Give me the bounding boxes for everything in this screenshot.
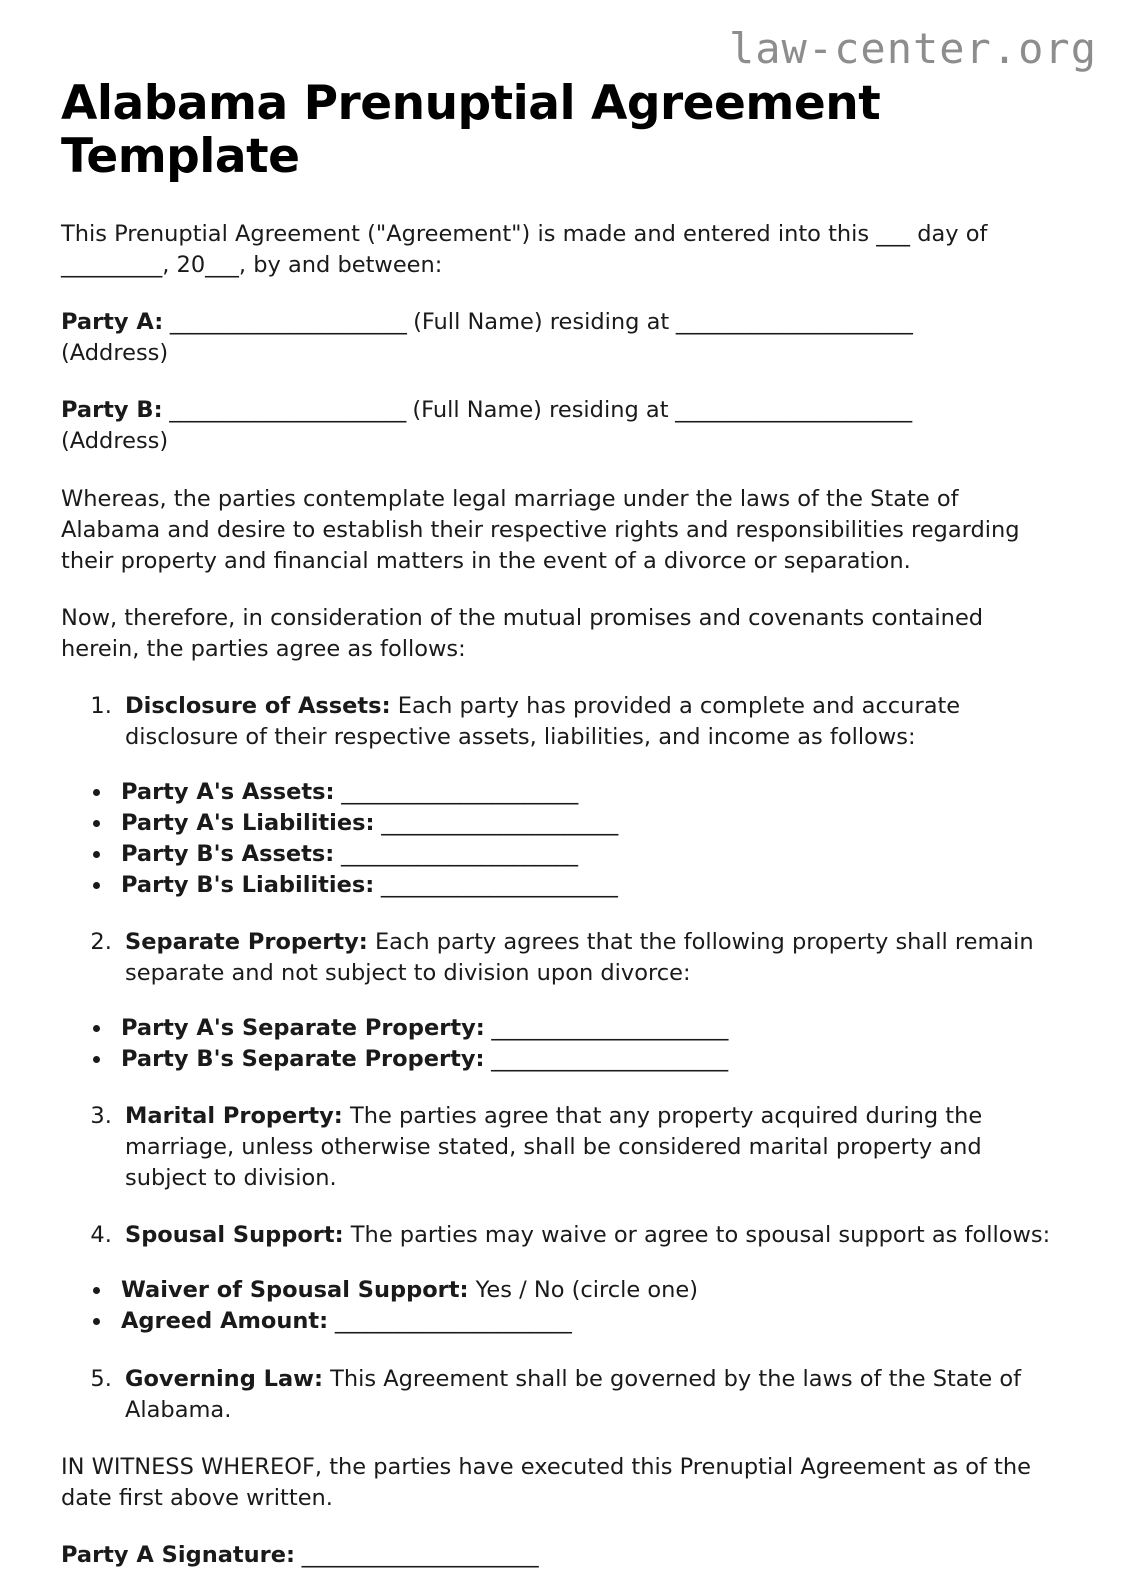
spacer [61, 1338, 1060, 1364]
clause-body: The parties agree that any property acquired during the marriage, unless otherwise stated, shall be considered marital property and subject to division. [125, 1103, 983, 1192]
spacer [61, 1194, 1060, 1220]
party-a-middle-text: (Full Name) residing at [413, 309, 670, 336]
clause-heading: Spousal Support: [125, 1222, 344, 1249]
spacer [61, 1075, 1060, 1101]
party-a-block [61, 307, 1060, 369]
party-a-name-blank: ______________________ [163, 309, 414, 336]
clause-item-spousal-support [119, 1220, 1060, 1251]
clause-item-marital-property [119, 1101, 1060, 1194]
spacer [61, 1426, 1060, 1452]
list-item [113, 839, 1060, 870]
clause-heading: Separate Property: [125, 929, 368, 956]
clause-item-governing-law [119, 1364, 1060, 1426]
signature-block [61, 1540, 1060, 1571]
disclosure-item-label: Party A's Liabilities: [121, 809, 375, 836]
list-item [113, 1044, 1060, 1075]
spacer [61, 989, 1060, 1013]
party-b-name-blank: ______________________ [162, 397, 413, 424]
signature-blank: ______________________ [295, 1541, 539, 1568]
separate-property-items-list [61, 1013, 1060, 1075]
clause-body: Each party has provided a complete and accurate disclosure of their respective assets, liabilities, and income as follows: [125, 692, 961, 750]
disclosure-item-blank: ______________________ [334, 778, 578, 805]
clause-list-2 [61, 927, 1060, 989]
now-therefore-paragraph: Now, therefore, in consideration of the mutual promises and covenants contained herein, the parties agree as follows: [61, 604, 984, 662]
clause-heading: Disclosure of Assets: [125, 692, 391, 719]
signature-label: Party A Signature: [61, 1541, 296, 1568]
party-a-address-note: (Address) [61, 340, 169, 367]
clause-body: This Agreement shall be governed by the laws of the State of Alabama. [125, 1365, 1022, 1423]
disclosure-items-list [61, 777, 1060, 901]
disclosure-item-blank: ______________________ [334, 840, 578, 867]
spacer [61, 901, 1060, 927]
spousal-support-label: Waiver of Spousal Support: [121, 1277, 469, 1304]
separate-property-label: Party B's Separate Property: [121, 1046, 485, 1073]
site-watermark: law-center.org [728, 24, 1097, 73]
party-b-middle-text: (Full Name) residing at [412, 397, 669, 424]
spousal-support-items-list [61, 1275, 1060, 1337]
disclosure-item-label: Party B's Assets: [121, 840, 335, 867]
list-item [113, 1275, 1060, 1306]
separate-property-blank: ______________________ [484, 1046, 728, 1073]
clause-body: Each party agrees that the following property shall remain separate and not subject to division upon divorce: [125, 929, 1034, 987]
witness-paragraph: IN WITNESS WHEREOF, the parties have executed this Prenuptial Agreement as of the date first above written. [61, 1453, 1031, 1511]
list-item [113, 1013, 1060, 1044]
party-a-address-blank: ______________________ [669, 309, 913, 336]
intro-paragraph: This Prenuptial Agreement ("Agreement") is made and entered into this ___ day of _________, 20___, by and between: [61, 221, 988, 279]
disclosure-item-label: Party B's Liabilities: [121, 872, 375, 898]
whereas-paragraph: Whereas, the parties contemplate legal marriage under the laws of the State of Alabama and desire to establish their respective rights and responsibilities regarding their property and financial matters in the event of a divorce or separation. [61, 485, 1020, 574]
list-item [113, 1306, 1060, 1337]
list-item [113, 870, 1060, 901]
party-b-address-note: (Address) [61, 428, 169, 455]
spousal-support-value: ______________________ [328, 1308, 572, 1335]
clause-heading: Governing Law: [125, 1365, 323, 1392]
disclosure-item-blank: ______________________ [374, 872, 618, 898]
party-b-label: Party B: [61, 397, 163, 424]
clause-list-3 [61, 1101, 1060, 1194]
clause-heading: Marital Property: [125, 1103, 343, 1130]
clause-list-1 [61, 691, 1060, 753]
list-item [113, 808, 1060, 839]
separate-property-label: Party A's Separate Property: [121, 1015, 485, 1042]
clause-item-separate-property [119, 927, 1060, 989]
party-a-label: Party A: [61, 309, 164, 336]
page-title: Alabama Prenuptial Agreement Template [61, 76, 881, 184]
spacer [61, 753, 1060, 777]
spacer [61, 1251, 1060, 1275]
clause-list-5 [61, 1364, 1060, 1426]
spousal-support-value: Yes / No (circle one) [468, 1277, 699, 1304]
disclosure-item-label: Party A's Assets: [121, 778, 335, 805]
disclosure-item-blank: ______________________ [374, 809, 618, 836]
party-b-block [61, 395, 1060, 457]
list-item [113, 777, 1060, 808]
clause-list-4 [61, 1220, 1060, 1251]
clause-body: The parties may waive or agree to spousal support as follows: [343, 1222, 1051, 1249]
spousal-support-label: Agreed Amount: [121, 1308, 329, 1335]
separate-property-blank: ______________________ [484, 1015, 728, 1042]
party-b-address-blank: ______________________ [668, 397, 912, 424]
clause-item-disclosure-of-assets [119, 691, 1060, 753]
